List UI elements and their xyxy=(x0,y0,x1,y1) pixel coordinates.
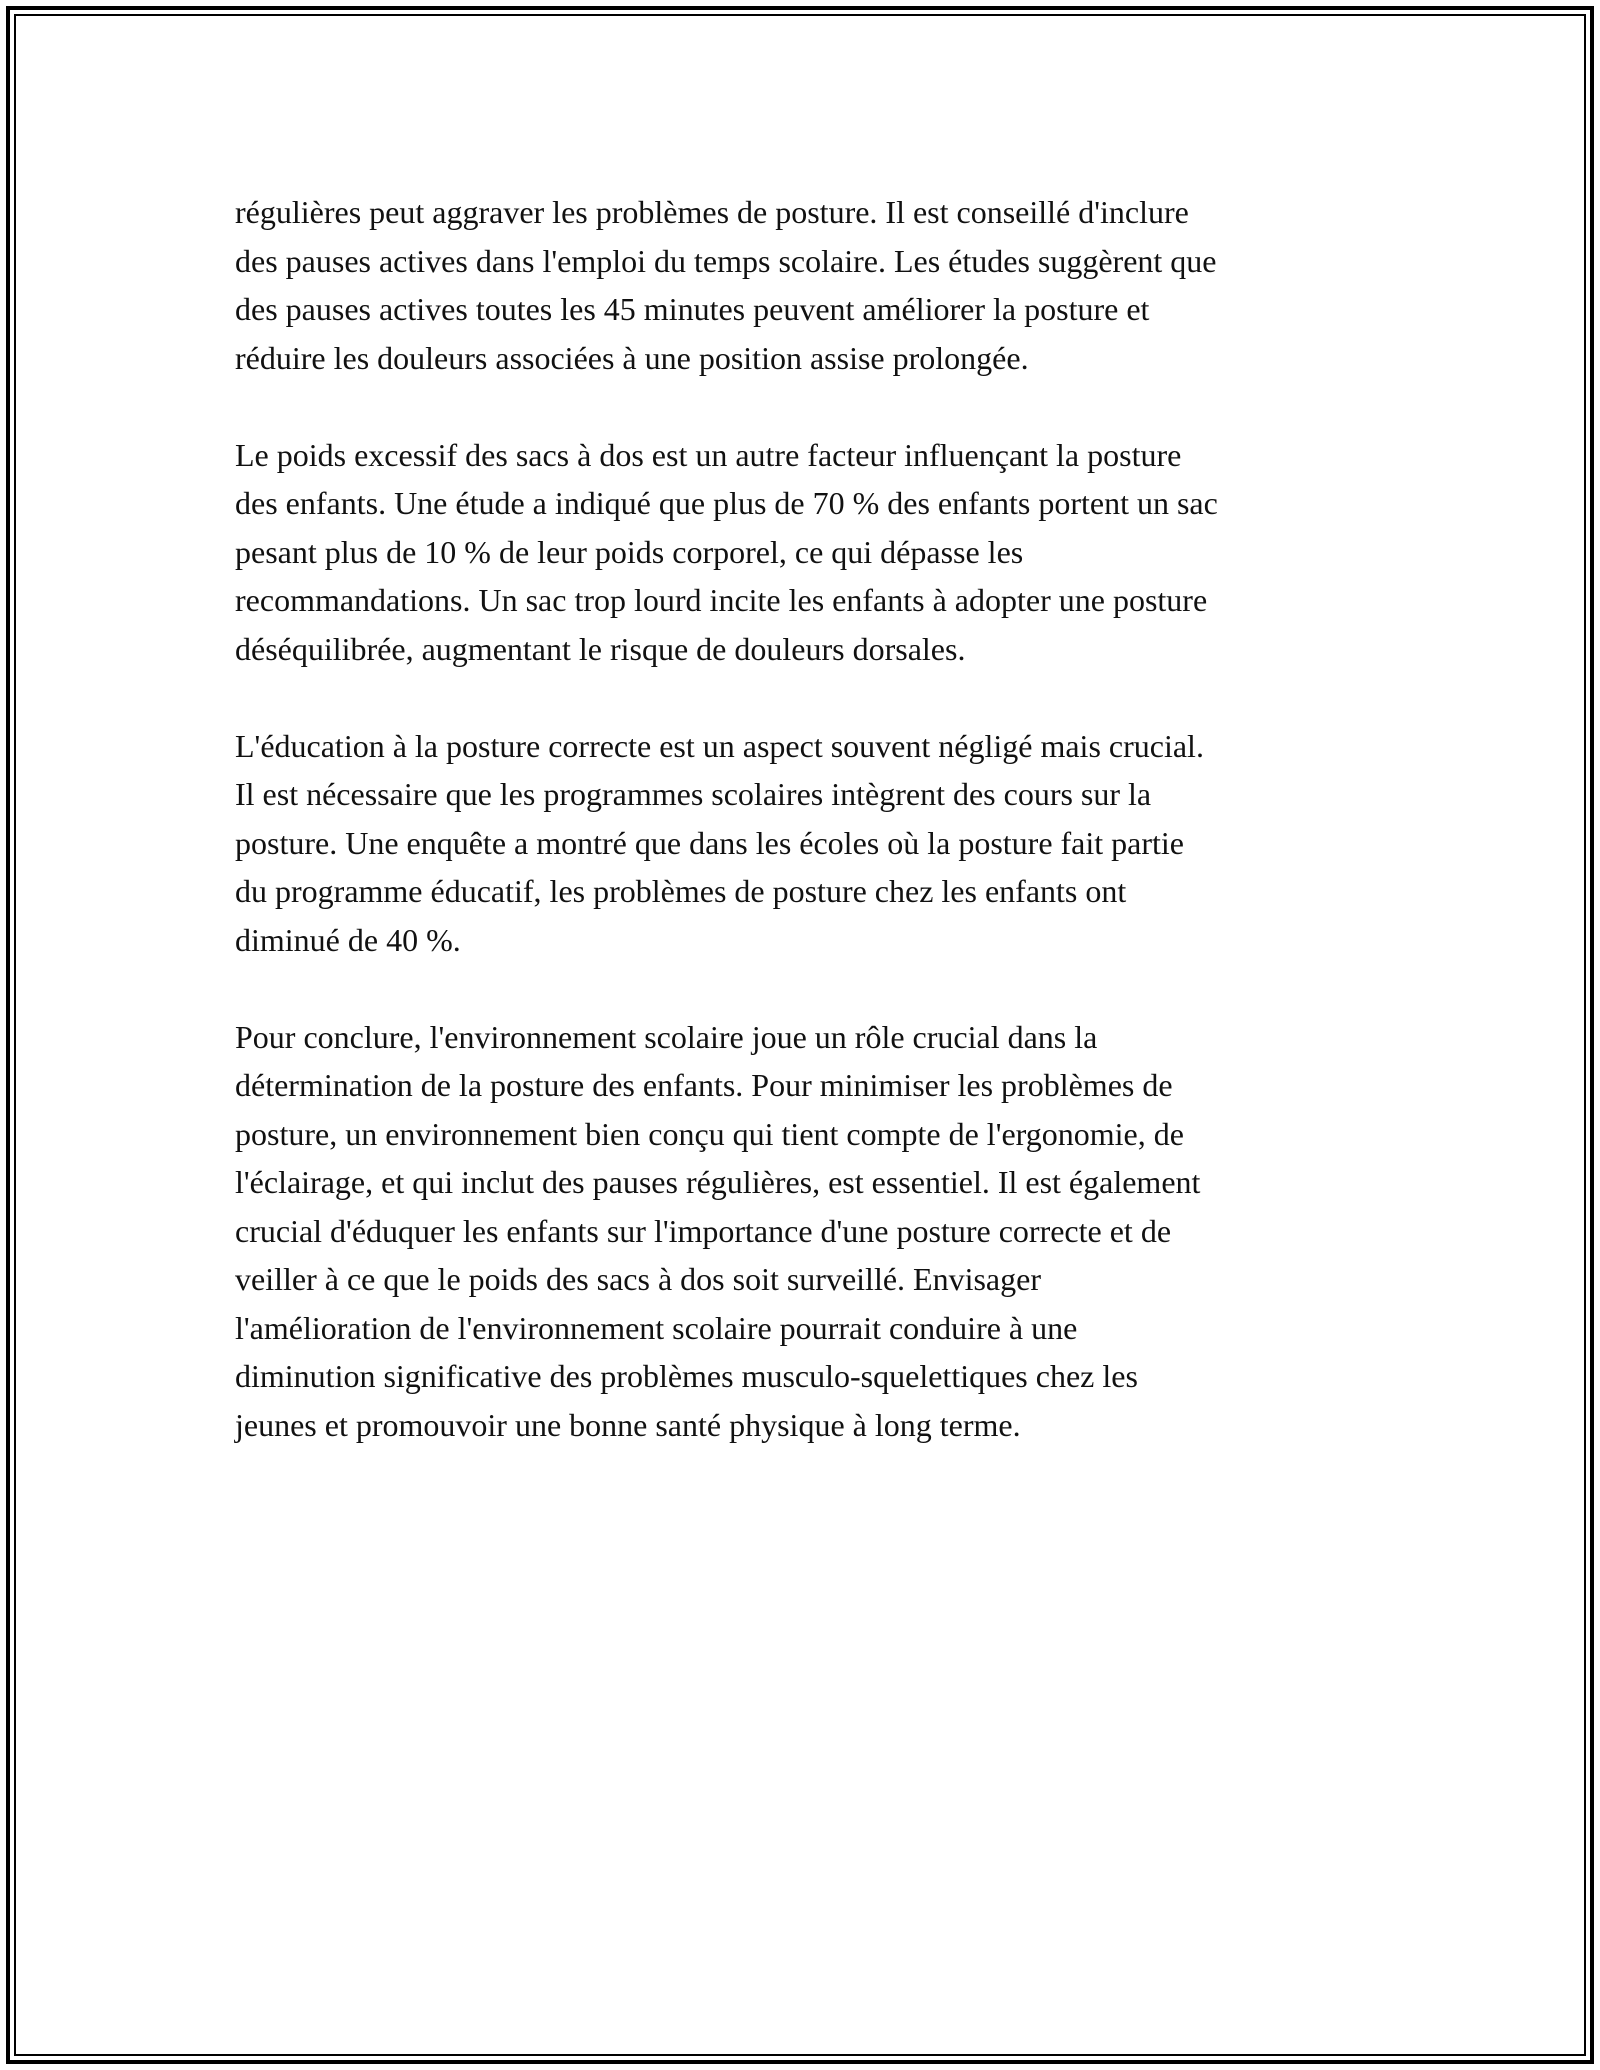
paragraph-conclusion: Pour conclure, l'environnement scolaire joue un rôle crucial dans la détermination de la posture des enfants. Pour minimiser les problèmes de posture, un environnement bien conçu qui tient compte de l'ergonomie, de l'éclairage, et qui inclut des pauses régulières, est essentiel. Il est également crucial d'éduquer les enfants sur l'importance d'une posture correcte et de veiller à ce que le poids des sacs à dos soit surveillé. Envisager l'amélioration de l'environnement scolaire pourrait conduire à une diminution significative des problèmes musculo-squelettiques chez les jeunes et promouvoir une bonne santé physique à long terme. xyxy=(235,1018,1201,1443)
paragraph-backpack-weight: Le poids excessif des sacs à dos est un autre facteur influençant la posture des enfants. Une étude a indiqué que plus de 70 % des enfants portent un sac pesant plus de 10 % de leur poids corporel, ce qui dépasse les recommandations. Un sac trop lourd incite les enfants à adopter une posture déséquilibrée, augmentant le risque de douleurs dorsales. xyxy=(235,436,1218,667)
document-body xyxy=(235,188,1375,1498)
paragraph-active-breaks: régulières peut aggraver les problèmes de posture. Il est conseillé d'inclure des pauses actives dans l'emploi du temps scolaire. Les études suggèrent que des pauses actives toutes les 45 minutes peuvent améliorer la posture et réduire les douleurs associées à une position assise prolongée. xyxy=(235,194,1217,376)
paragraph-posture-education: L'éducation à la posture correcte est un aspect souvent négligé mais crucial. Il est nécessaire que les programmes scolaires intègrent des cours sur la posture. Une enquête a montré que dans les écoles où la posture fait partie du programme éducatif, les problèmes de posture chez les enfants ont diminué de 40 %. xyxy=(235,727,1204,958)
